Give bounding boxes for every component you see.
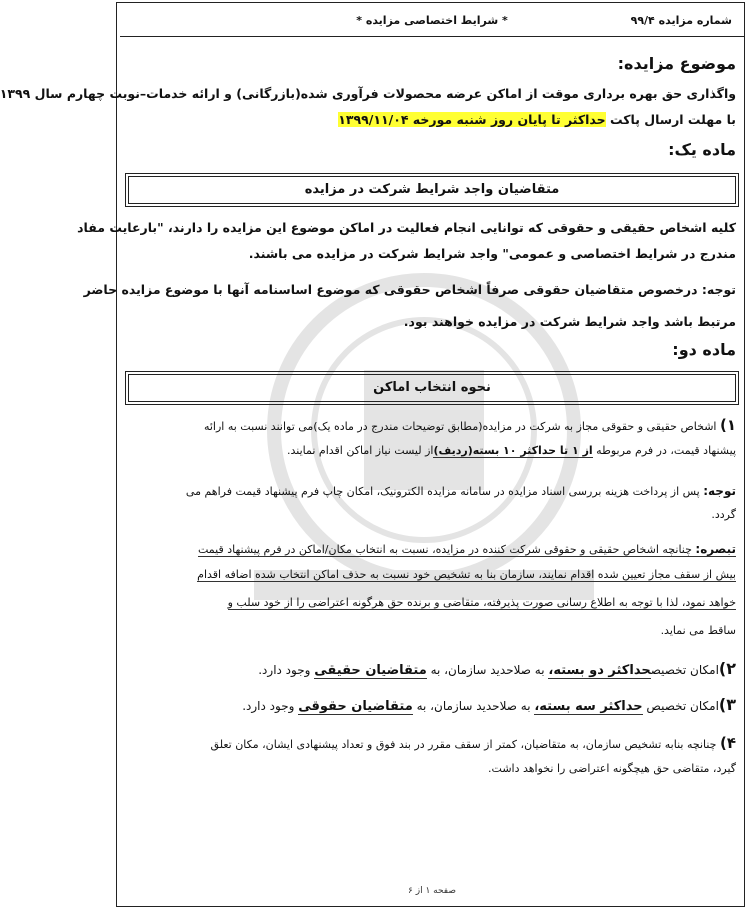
item-3-text-c: به صلاحدید سازمان، به bbox=[412, 699, 535, 713]
subject-line-1: واگذاری حق بهره برداری موقت از اماکن عرضه محصولات فرآوری شده(بازرگانی) و ارائه خدمات–نوبت چهارم سال ۱۳۹۹ bbox=[0, 86, 736, 101]
article-2-heading: ماده دو: bbox=[672, 340, 736, 359]
item-2-max-packages: حداکثر دو بسته، bbox=[548, 663, 651, 678]
item-3-text-a: امکان تخصیص bbox=[642, 699, 719, 713]
subject-line-2-prefix: با مهلت ارسال پاکت bbox=[605, 112, 736, 127]
tabsare-line1 bbox=[128, 538, 736, 561]
page-footer: صفحه ۱ از ۶ bbox=[408, 886, 456, 896]
tabsare-text-line3: خواهد نمود، لذا با توجه به اطلاع رسانی صورت پذیرفته، متقاضی و برنده حق هرگونه اعتراضی را از خود سلب و bbox=[227, 596, 736, 609]
subject-heading: موضوع مزایده: bbox=[617, 54, 736, 73]
item-3 bbox=[128, 694, 736, 718]
item-4-line1 bbox=[128, 732, 736, 756]
page-header bbox=[126, 14, 738, 30]
note-label: توجه: bbox=[703, 484, 736, 498]
tabsare-line2 bbox=[128, 564, 736, 586]
article-2-title-box: نحوه انتخاب اماکن bbox=[128, 374, 736, 402]
item-2-applicant-type: متقاضیان حقیقی bbox=[314, 663, 427, 678]
item-3-number: ۳) bbox=[718, 695, 736, 714]
note-line1 bbox=[128, 480, 736, 503]
tabsare-text-line1: چنانچه اشخاص حقیقی و حقوقی شرکت کننده در مزایده، نسبت به انتخاب مکان/اماکن در فرم پیشنهاد قیمت bbox=[197, 543, 696, 556]
item-3-applicant-type: متقاضیان حقوقی bbox=[298, 699, 413, 714]
article-1-p2-line1: توجه: درخصوص متقاضیان حقوقی صرفاً اشخاص حقوقی که موضوع اساسنامه آنها با موضوع مزایده حاضر bbox=[83, 282, 736, 297]
item-4-text-line1: چنانچه بنابه تشخیص سازمان، به متقاضیان، کمتر از سقف مقرر در بند فوق و تعداد پیشنهادی ایشان، مکان تعلق bbox=[210, 738, 717, 751]
item-1-line2 bbox=[128, 440, 736, 462]
tabsare-text-line2: بیش از سقف مجاز تعیین شده اقدام نمایند، سازمان بنا به تشخیص خود نسبت به حذف اماکن انتخاب شده اضافه اقدام bbox=[197, 568, 736, 581]
auction-number: شماره مزایده ۹۹/۴ bbox=[630, 14, 732, 27]
item-4-number: ۴) bbox=[719, 734, 736, 752]
header-divider bbox=[120, 36, 744, 37]
tabsare-line3 bbox=[128, 592, 736, 614]
item-3-max-packages: حداکثر سه بسته، bbox=[534, 699, 643, 714]
item-1-package-range: از ۱ تا حداکثر ۱۰ بسته(ردیف) bbox=[433, 444, 593, 457]
item-1-number: ۱) bbox=[719, 416, 736, 434]
section-caption: * شرایط اختصاصی مزایده * bbox=[356, 14, 508, 27]
article-1-p1-line2: مندرج در شرایط اختصاصی و عمومی" واجد شرایط شرکت در مزایده می باشند. bbox=[248, 246, 736, 261]
subject-line-2 bbox=[128, 110, 736, 130]
deadline-highlight: حداکثر تا پایان روز شنبه مورخه ۱۳۹۹/۱۱/۰۴ bbox=[338, 112, 606, 127]
note-line2: گردد. bbox=[711, 508, 736, 521]
item-1-line1 bbox=[128, 414, 736, 438]
note-text-line1: پس از پرداخت هزینه بررسی اسناد مزایده در سامانه مزایده الکترونیک، امکان چاپ فرم پیشنهاد قیمت فراهم می bbox=[185, 485, 704, 498]
item-2-number: ۲) bbox=[718, 659, 736, 678]
article-1-p2-line2: مرتبط باشد واجد شرایط شرکت در مزایده خواهند بود. bbox=[403, 314, 736, 329]
item-4-line2: گیرد، متقاضی حق هیچگونه اعتراضی را نخواهد داشت. bbox=[488, 762, 736, 775]
article-1-title-box: متقاضیان واجد شرایط شرکت در مزایده bbox=[128, 176, 736, 204]
item-2-text-c: به صلاحدید سازمان، به bbox=[426, 663, 549, 677]
item-2-text-e: وجود دارد. bbox=[258, 663, 315, 677]
item-2 bbox=[128, 658, 736, 682]
tabsare-line4: ساقط می نماید. bbox=[660, 624, 736, 637]
item-3-text-e: وجود دارد. bbox=[242, 699, 299, 713]
item-1-text-line1: اشخاص حقیقی و حقوقی مجاز به شرکت در مزایده(مطابق توضیحات مندرج در ماده یک)می توانند نسبت به ارائه bbox=[203, 420, 717, 433]
tabsare-label: تبصره: bbox=[695, 542, 736, 556]
item-1-text-line2c: از لیست نیاز اماکن اقدام نمایند. bbox=[286, 444, 434, 457]
article-1-p1-line1: کلیه اشخاص حقیقی و حقوقی که توانایی انجام فعالیت در اماکن موضوع این مزایده را دارند، "بارعایت مفاد bbox=[77, 220, 736, 235]
item-1-text-line2a: پیشنهاد قیمت، در فرم مربوطه bbox=[592, 444, 736, 457]
item-2-text-a: امکان تخصیص bbox=[650, 663, 719, 677]
article-1-heading: ماده یک: bbox=[668, 140, 736, 159]
